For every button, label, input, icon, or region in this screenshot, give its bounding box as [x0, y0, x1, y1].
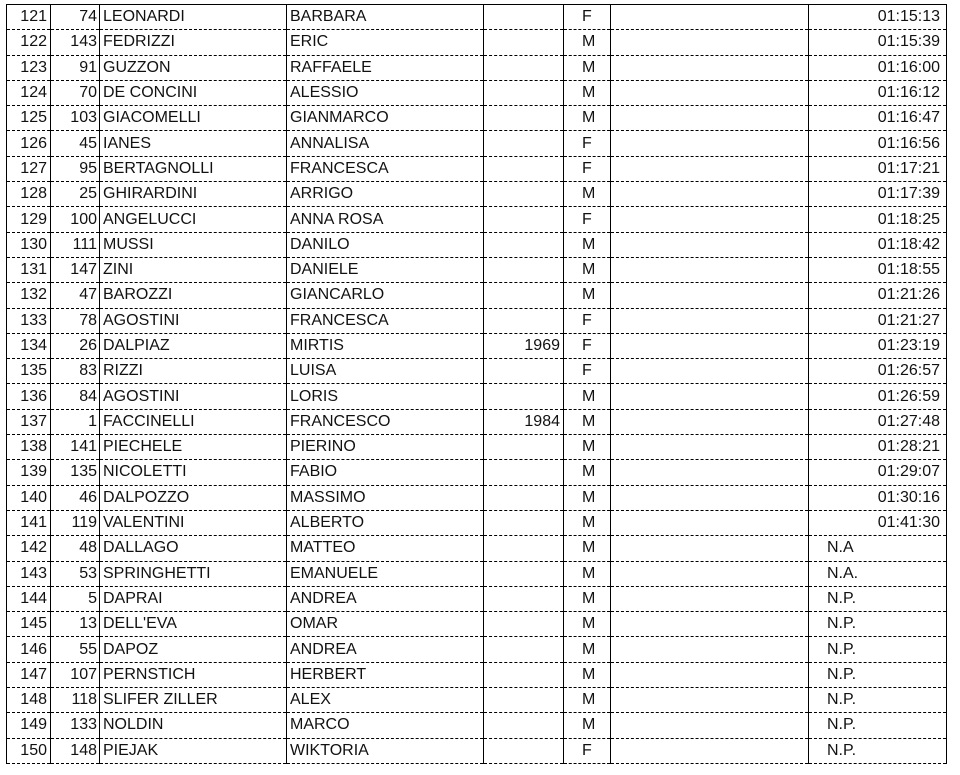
birth-year-cell — [484, 80, 564, 105]
empty-cell — [611, 637, 809, 662]
empty-cell — [611, 662, 809, 687]
last-name-cell: PIECHELE — [100, 435, 287, 460]
sex-cell: F — [564, 359, 611, 384]
birth-year-cell — [484, 283, 564, 308]
sex-cell: M — [564, 384, 611, 409]
last-name-cell: SPRINGHETTI — [100, 561, 287, 586]
finish-time-cell: N.P. — [809, 688, 947, 713]
sex-cell: F — [564, 738, 611, 763]
birth-year-cell — [484, 232, 564, 257]
finish-time-cell: 01:16:56 — [809, 131, 947, 156]
last-name-cell: DE CONCINI — [100, 80, 287, 105]
table-row — [7, 232, 947, 257]
first-name-cell: PIERINO — [287, 435, 484, 460]
table-row — [7, 182, 947, 207]
bib-number-cell: 25 — [51, 182, 100, 207]
empty-cell — [611, 536, 809, 561]
last-name-cell: BERTAGNOLLI — [100, 156, 287, 181]
table-row — [7, 283, 947, 308]
last-name-cell: DELL'EVA — [100, 612, 287, 637]
table-row — [7, 688, 947, 713]
empty-cell — [611, 308, 809, 333]
position-cell: 124 — [7, 80, 51, 105]
first-name-cell: ARRIGO — [287, 182, 484, 207]
last-name-cell: AGOSTINI — [100, 384, 287, 409]
first-name-cell: BARBARA — [287, 5, 484, 30]
last-name-cell: PERNSTICH — [100, 662, 287, 687]
sex-cell: M — [564, 485, 611, 510]
empty-cell — [611, 5, 809, 30]
bib-number-cell: 48 — [51, 536, 100, 561]
table-row — [7, 561, 947, 586]
empty-cell — [611, 688, 809, 713]
birth-year-cell — [484, 713, 564, 738]
last-name-cell: SLIFER ZILLER — [100, 688, 287, 713]
last-name-cell: RIZZI — [100, 359, 287, 384]
sex-cell: M — [564, 586, 611, 611]
empty-cell — [611, 586, 809, 611]
table-row — [7, 435, 947, 460]
finish-time-cell: 01:18:25 — [809, 207, 947, 232]
birth-year-cell — [484, 257, 564, 282]
first-name-cell: ANDREA — [287, 586, 484, 611]
table-row — [7, 384, 947, 409]
birth-year-cell — [484, 182, 564, 207]
bib-number-cell: 5 — [51, 586, 100, 611]
results-table — [6, 4, 947, 764]
bib-number-cell: 141 — [51, 435, 100, 460]
position-cell: 132 — [7, 283, 51, 308]
sex-cell: F — [564, 207, 611, 232]
finish-time-cell: 01:18:42 — [809, 232, 947, 257]
finish-time-cell: N.P. — [809, 713, 947, 738]
table-row — [7, 359, 947, 384]
first-name-cell: LUISA — [287, 359, 484, 384]
empty-cell — [611, 485, 809, 510]
position-cell: 146 — [7, 637, 51, 662]
last-name-cell: BAROZZI — [100, 283, 287, 308]
position-cell: 131 — [7, 257, 51, 282]
position-cell: 139 — [7, 460, 51, 485]
table-row — [7, 30, 947, 55]
sex-cell: M — [564, 688, 611, 713]
position-cell: 148 — [7, 688, 51, 713]
finish-time-cell: N.P. — [809, 662, 947, 687]
bib-number-cell: 45 — [51, 131, 100, 156]
first-name-cell: ANDREA — [287, 637, 484, 662]
sex-cell: M — [564, 561, 611, 586]
birth-year-cell — [484, 586, 564, 611]
empty-cell — [611, 131, 809, 156]
first-name-cell: FRANCESCA — [287, 308, 484, 333]
sex-cell: M — [564, 182, 611, 207]
sex-cell: M — [564, 713, 611, 738]
first-name-cell: RAFFAELE — [287, 55, 484, 80]
sex-cell: M — [564, 510, 611, 535]
bib-number-cell: 83 — [51, 359, 100, 384]
finish-time-cell: N.P. — [809, 738, 947, 763]
first-name-cell: ALEX — [287, 688, 484, 713]
finish-time-cell: 01:23:19 — [809, 333, 947, 358]
position-cell: 123 — [7, 55, 51, 80]
bib-number-cell: 84 — [51, 384, 100, 409]
table-row — [7, 207, 947, 232]
last-name-cell: MUSSI — [100, 232, 287, 257]
sex-cell: M — [564, 283, 611, 308]
empty-cell — [611, 409, 809, 434]
first-name-cell: MATTEO — [287, 536, 484, 561]
last-name-cell: FEDRIZZI — [100, 30, 287, 55]
bib-number-cell: 107 — [51, 662, 100, 687]
birth-year-cell — [484, 384, 564, 409]
last-name-cell: DALPOZZO — [100, 485, 287, 510]
finish-time-cell: 01:17:39 — [809, 182, 947, 207]
position-cell: 121 — [7, 5, 51, 30]
last-name-cell: GIACOMELLI — [100, 106, 287, 131]
table-row — [7, 333, 947, 358]
first-name-cell: MIRTIS — [287, 333, 484, 358]
table-row — [7, 131, 947, 156]
last-name-cell: PIEJAK — [100, 738, 287, 763]
sex-cell: M — [564, 612, 611, 637]
table-row — [7, 586, 947, 611]
sex-cell: M — [564, 409, 611, 434]
finish-time-cell: 01:15:13 — [809, 5, 947, 30]
first-name-cell: ALESSIO — [287, 80, 484, 105]
position-cell: 126 — [7, 131, 51, 156]
empty-cell — [611, 30, 809, 55]
finish-time-cell: 01:15:39 — [809, 30, 947, 55]
position-cell: 130 — [7, 232, 51, 257]
finish-time-cell: 01:29:07 — [809, 460, 947, 485]
birth-year-cell — [484, 55, 564, 80]
finish-time-cell: N.P. — [809, 586, 947, 611]
birth-year-cell — [484, 738, 564, 763]
table-row — [7, 5, 947, 30]
last-name-cell: NICOLETTI — [100, 460, 287, 485]
empty-cell — [611, 182, 809, 207]
birth-year-cell — [484, 460, 564, 485]
first-name-cell: FRANCESCA — [287, 156, 484, 181]
bib-number-cell: 13 — [51, 612, 100, 637]
first-name-cell: DANILO — [287, 232, 484, 257]
last-name-cell: NOLDIN — [100, 713, 287, 738]
empty-cell — [611, 257, 809, 282]
table-row — [7, 738, 947, 763]
finish-time-cell: 01:16:12 — [809, 80, 947, 105]
table-row — [7, 156, 947, 181]
finish-time-cell: N.P. — [809, 637, 947, 662]
results-rows — [7, 5, 947, 764]
bib-number-cell: 133 — [51, 713, 100, 738]
position-cell: 142 — [7, 536, 51, 561]
birth-year-cell: 1984 — [484, 409, 564, 434]
sex-cell: M — [564, 536, 611, 561]
position-cell: 141 — [7, 510, 51, 535]
first-name-cell: FRANCESCO — [287, 409, 484, 434]
table-row — [7, 662, 947, 687]
sex-cell: F — [564, 5, 611, 30]
empty-cell — [611, 106, 809, 131]
empty-cell — [611, 80, 809, 105]
results-sheet — [6, 4, 946, 764]
last-name-cell: GHIRARDINI — [100, 182, 287, 207]
first-name-cell: FABIO — [287, 460, 484, 485]
bib-number-cell: 143 — [51, 30, 100, 55]
table-row — [7, 308, 947, 333]
last-name-cell: DAPOZ — [100, 637, 287, 662]
first-name-cell: DANIELE — [287, 257, 484, 282]
birth-year-cell — [484, 359, 564, 384]
finish-time-cell: 01:16:00 — [809, 55, 947, 80]
last-name-cell: FACCINELLI — [100, 409, 287, 434]
position-cell: 137 — [7, 409, 51, 434]
finish-time-cell: 01:28:21 — [809, 435, 947, 460]
finish-time-cell: 01:26:57 — [809, 359, 947, 384]
empty-cell — [611, 460, 809, 485]
birth-year-cell — [484, 30, 564, 55]
table-row — [7, 257, 947, 282]
table-row — [7, 637, 947, 662]
position-cell: 133 — [7, 308, 51, 333]
table-row — [7, 460, 947, 485]
finish-time-cell: 01:30:16 — [809, 485, 947, 510]
birth-year-cell — [484, 5, 564, 30]
sex-cell: M — [564, 662, 611, 687]
birth-year-cell — [484, 485, 564, 510]
sex-cell: F — [564, 333, 611, 358]
sex-cell: F — [564, 131, 611, 156]
table-row — [7, 510, 947, 535]
last-name-cell: ZINI — [100, 257, 287, 282]
table-row — [7, 55, 947, 80]
empty-cell — [611, 384, 809, 409]
first-name-cell: MARCO — [287, 713, 484, 738]
finish-time-cell: 01:16:47 — [809, 106, 947, 131]
bib-number-cell: 46 — [51, 485, 100, 510]
empty-cell — [611, 359, 809, 384]
first-name-cell: GIANMARCO — [287, 106, 484, 131]
position-cell: 140 — [7, 485, 51, 510]
birth-year-cell — [484, 156, 564, 181]
first-name-cell: HERBERT — [287, 662, 484, 687]
bib-number-cell: 74 — [51, 5, 100, 30]
bib-number-cell: 103 — [51, 106, 100, 131]
birth-year-cell — [484, 561, 564, 586]
bib-number-cell: 135 — [51, 460, 100, 485]
table-row — [7, 80, 947, 105]
finish-time-cell: 01:18:55 — [809, 257, 947, 282]
empty-cell — [611, 510, 809, 535]
sex-cell: M — [564, 232, 611, 257]
finish-time-cell: 01:21:27 — [809, 308, 947, 333]
position-cell: 129 — [7, 207, 51, 232]
table-row — [7, 106, 947, 131]
position-cell: 136 — [7, 384, 51, 409]
bib-number-cell: 1 — [51, 409, 100, 434]
finish-time-cell: 01:27:48 — [809, 409, 947, 434]
first-name-cell: GIANCARLO — [287, 283, 484, 308]
position-cell: 150 — [7, 738, 51, 763]
first-name-cell: WIKTORIA — [287, 738, 484, 763]
birth-year-cell — [484, 536, 564, 561]
bib-number-cell: 47 — [51, 283, 100, 308]
empty-cell — [611, 156, 809, 181]
finish-time-cell: 01:26:59 — [809, 384, 947, 409]
last-name-cell: DALLAGO — [100, 536, 287, 561]
position-cell: 127 — [7, 156, 51, 181]
last-name-cell: VALENTINI — [100, 510, 287, 535]
empty-cell — [611, 55, 809, 80]
position-cell: 122 — [7, 30, 51, 55]
finish-time-cell: 01:17:21 — [809, 156, 947, 181]
first-name-cell: ANNA ROSA — [287, 207, 484, 232]
birth-year-cell — [484, 662, 564, 687]
position-cell: 144 — [7, 586, 51, 611]
first-name-cell: EMANUELE — [287, 561, 484, 586]
position-cell: 147 — [7, 662, 51, 687]
empty-cell — [611, 435, 809, 460]
sex-cell: F — [564, 156, 611, 181]
bib-number-cell: 55 — [51, 637, 100, 662]
empty-cell — [611, 612, 809, 637]
birth-year-cell — [484, 435, 564, 460]
sex-cell: M — [564, 637, 611, 662]
position-cell: 135 — [7, 359, 51, 384]
birth-year-cell: 1969 — [484, 333, 564, 358]
sex-cell: M — [564, 460, 611, 485]
empty-cell — [611, 738, 809, 763]
birth-year-cell — [484, 688, 564, 713]
sex-cell: M — [564, 106, 611, 131]
first-name-cell: OMAR — [287, 612, 484, 637]
empty-cell — [611, 283, 809, 308]
finish-time-cell: N.P. — [809, 612, 947, 637]
finish-time-cell: N.A. — [809, 561, 947, 586]
last-name-cell: DAPRAI — [100, 586, 287, 611]
position-cell: 128 — [7, 182, 51, 207]
bib-number-cell: 147 — [51, 257, 100, 282]
first-name-cell: ALBERTO — [287, 510, 484, 535]
table-row — [7, 612, 947, 637]
bib-number-cell: 91 — [51, 55, 100, 80]
birth-year-cell — [484, 510, 564, 535]
empty-cell — [611, 333, 809, 358]
table-row — [7, 536, 947, 561]
sex-cell: M — [564, 257, 611, 282]
empty-cell — [611, 713, 809, 738]
bib-number-cell: 26 — [51, 333, 100, 358]
finish-time-cell: 01:41:30 — [809, 510, 947, 535]
position-cell: 143 — [7, 561, 51, 586]
bib-number-cell: 148 — [51, 738, 100, 763]
bib-number-cell: 70 — [51, 80, 100, 105]
bib-number-cell: 100 — [51, 207, 100, 232]
table-row — [7, 485, 947, 510]
bib-number-cell: 53 — [51, 561, 100, 586]
birth-year-cell — [484, 308, 564, 333]
birth-year-cell — [484, 637, 564, 662]
last-name-cell: GUZZON — [100, 55, 287, 80]
sex-cell: M — [564, 80, 611, 105]
sex-cell: M — [564, 435, 611, 460]
bib-number-cell: 111 — [51, 232, 100, 257]
position-cell: 145 — [7, 612, 51, 637]
sex-cell: M — [564, 30, 611, 55]
birth-year-cell — [484, 131, 564, 156]
birth-year-cell — [484, 207, 564, 232]
last-name-cell: AGOSTINI — [100, 308, 287, 333]
table-row — [7, 713, 947, 738]
bib-number-cell: 118 — [51, 688, 100, 713]
sex-cell: M — [564, 55, 611, 80]
sex-cell: F — [564, 308, 611, 333]
last-name-cell: IANES — [100, 131, 287, 156]
birth-year-cell — [484, 106, 564, 131]
table-row — [7, 409, 947, 434]
position-cell: 138 — [7, 435, 51, 460]
last-name-cell: LEONARDI — [100, 5, 287, 30]
first-name-cell: ANNALISA — [287, 131, 484, 156]
finish-time-cell: N.A — [809, 536, 947, 561]
bib-number-cell: 95 — [51, 156, 100, 181]
bib-number-cell: 78 — [51, 308, 100, 333]
last-name-cell: DALPIAZ — [100, 333, 287, 358]
empty-cell — [611, 207, 809, 232]
empty-cell — [611, 561, 809, 586]
position-cell: 149 — [7, 713, 51, 738]
empty-cell — [611, 232, 809, 257]
finish-time-cell: 01:21:26 — [809, 283, 947, 308]
first-name-cell: ERIC — [287, 30, 484, 55]
first-name-cell: MASSIMO — [287, 485, 484, 510]
first-name-cell: LORIS — [287, 384, 484, 409]
last-name-cell: ANGELUCCI — [100, 207, 287, 232]
birth-year-cell — [484, 612, 564, 637]
position-cell: 134 — [7, 333, 51, 358]
bib-number-cell: 119 — [51, 510, 100, 535]
position-cell: 125 — [7, 106, 51, 131]
